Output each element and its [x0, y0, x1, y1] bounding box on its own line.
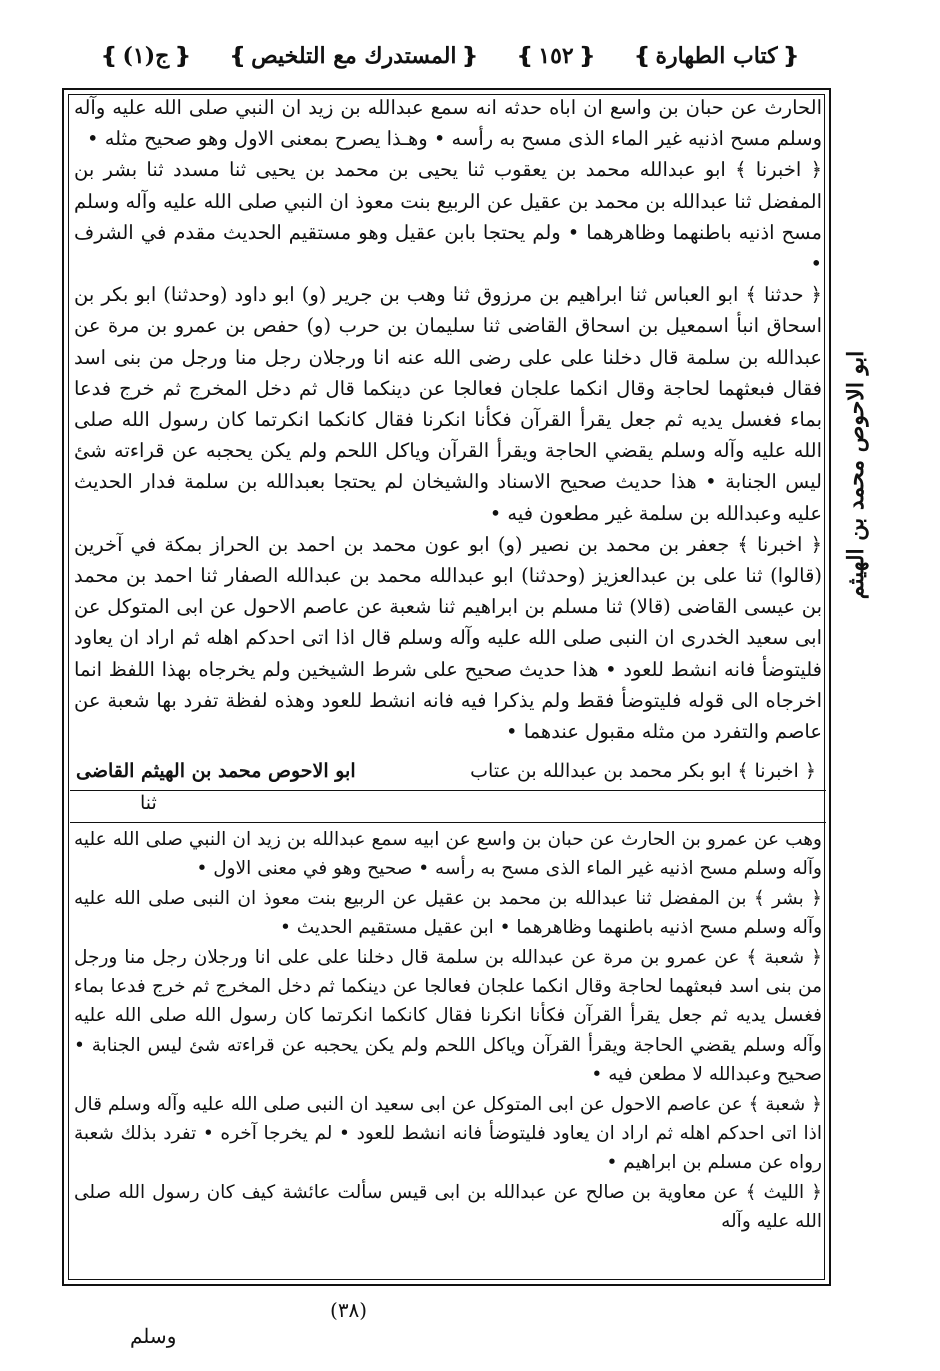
separator-top	[70, 790, 826, 791]
thana-word: ثنا	[140, 792, 157, 814]
separator-bottom	[70, 822, 826, 823]
note-paragraph-1: وهب عن عمرو بن الحارث عن حبان بن واسع عن ابيه سمع عبدالله بن زيد ان النبي صلى الله عليه وآله وسلم مسح اذنيه غير الماء الذى مسح به رأسه • صحيح وهو في معنى الاول •	[74, 829, 822, 880]
main-paragraph-1: الحارث عن حبان بن واسع ان اباه حدثه انه سمع عبدالله بن زيد ان النبي صلى الله عليه وآله وسلم مسح اذنيه غير الماء الذى مسح به رأسه • وهـذا يصرح بمعنى الاول وهو صحيح مثله •	[74, 96, 822, 151]
page-number-top: ❴ ١٥٢ ❵	[516, 43, 596, 69]
main-paragraph-3: ﴿ حدثنا ﴾ ابو العباس ثنا ابراهيم بن مرزوق ثنا وهب بن جرير (و) ابو داود (وحدثنا) ابو بكر بن اسحاق انبأ اسمعيل بن اسحاق القاضى ثنا سليمان بن حرب (و) حفص بن عمرو بن مرة عن عبدالله بن سلمة قال دخلنا على على رضى الله عنه انا ورجلان رجل منا ورجل من بنى اسد فقال فبعثهما لحاجة وقال انكما علجان فعالجا عن دينكما قال ثم دخل المخرج ثم خرج فدعا بماء فغسل يديه ثم جعل يقرأ القرآن فكأنا انكرنا فقال كانكما انكرتما كان رسول الله صلى الله عليه وآله وسلم يقضي الحاجة ويقرأ القرآن وياكل اللحم ولم يكن يحجبه عن قراءته شئ ليس الجنابة • هذا حديث صحيح الاسناد والشيخان لم يحتجا بعبدالله بن سلمة فدار الحديث عليه وعبدالله بن سلمة غير مطعون فيه •	[74, 283, 822, 525]
main-paragraph-4: ﴿ اخبرنا ﴾ جعفر بن محمد بن نصير (و) ابو عون محمد بن احمد بن الحراز بمكة في آخرين (قالوا) ثنا على بن عبدالعزيز (وحدثنا) ابو عبدالله محمد بن عبدالله الصفار ثنا احمد بن محمد بن عيسى القاضى (قالا) ثنا مسلم بن ابراهيم ثنا شعبة عن عاصم الاحول عن ابى المتوكل عن ابى سعيد الخدرى ان النبى صلى الله عليه وآله وسلم قال اذا اتى احدكم اهله ثم اراد ان يعاود فليتوضأ فانه انشط للعود • هذا حديث صحيح على شرط الشيخين ولم يخرجاه بهذا اللفظ انما اخرجاه الى قوله فليتوضأ فقط ولم يذكرا فيه فانه انشط للعود وهذه لفظة تفرد بها شعبة عن عاصم والتفرد من مثله مقبول عندهما •	[74, 532, 822, 744]
side-margin-text: ابو الاحوص محمد بن الهيثم	[843, 350, 869, 600]
main-text	[74, 92, 822, 747]
side-margin-note	[836, 350, 876, 600]
note-paragraph-3: ﴿ شعبة ﴾ عن عمرو بن مرة عن عبدالله بن سلمة قال دخلنا على على انا ورجلان رجل منا ورجل من بنى اسد فبعثهما لحاجة وقال انكما علجان فعالجا عن دينكما ثم دخل المخرج ثم خرج فدعا بماء فغسل يديه ثم جعل يقرأ القرآن فكأنا انكرنا فقال كانكما انكرتما كان رسول الله صلى الله عليه وآله وسلم يقضي الحاجة ويقرأ القرآن وياكل اللحم ولم يكن يحجبه عن قراءته شئ ليس الجنابة • صحيح وعبدالله لا مطعن فيه •	[74, 946, 822, 1086]
footer-catchword: وسلم	[130, 1324, 177, 1348]
signature-right: ﴿ اخبرنا ﴾ ابو بكر محمد بن عبدالله بن عتاب	[470, 760, 816, 782]
signature-line	[70, 760, 822, 790]
page-header	[100, 36, 800, 76]
note-paragraph-2: ﴿ بشر ﴾ بن المفضل ثنا عبدالله بن محمد بن عقيل عن الربيع بنت معوذ ان النبى صلى الله عليه وآله وسلم مسح اذنيه باطنهما وظاهرهما • ابن عقيل مستقيم الحديث •	[74, 887, 822, 939]
note-paragraph-5: ﴿ الليث ﴾ عن معاوية بن صالح عن عبدالله بن ابى قيس سألت عائشة كيف كان رسول الله صلى الله عليه وآله	[74, 1181, 822, 1233]
notes-text	[74, 825, 822, 1237]
section-title: ❴ كتاب الطهارة ❵	[633, 43, 800, 69]
note-paragraph-4: ﴿ شعبة ﴾ عن عاصم الاحول عن ابى المتوكل عن ابى سعيد ان النبى صلى الله عليه وآله وسلم قال اذا اتى احدكم اهله ثم اراد ان يعاود فليتوضأ فانه انشط للعود • لم يخرجا آخره • تفرد بذلك شعبة رواه عن مسلم بن ابراهيم •	[74, 1093, 822, 1174]
volume-label: ❴ ج(١) ❵	[100, 43, 192, 69]
main-paragraph-2: ﴿ اخبرنا ﴾ ابو عبدالله محمد بن يعقوب ثنا يحيى بن محمد بن يحيى ثنا مسدد ثنا بشر بن المفضل ثنا عبدالله بن محمد بن عقيل عن الربيع بنت معوذ ان النبي صلى الله عليه وآله وسلم مسح اذنيه باطنهما وظاهرهما • ولم يحتجا بابن عقيل وهو مستقيم الحديث مقدم في الشرف •	[74, 158, 822, 276]
signature-left: ابو الاحوص محمد بن الهيثم القاضى	[76, 760, 356, 782]
book-title: ❴ المستدرك مع التلخيص ❵	[229, 43, 479, 69]
footer-page-number: (٣٨)	[330, 1298, 368, 1322]
